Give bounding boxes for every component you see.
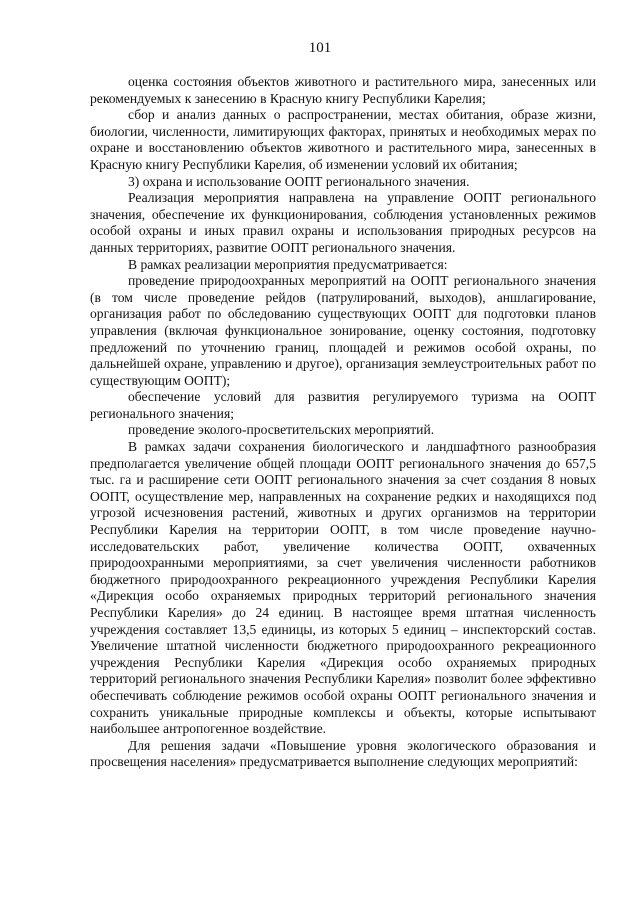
page-number: 101 <box>308 40 332 56</box>
paragraph: сбор и анализ данных о распространении, местах обитания, образе жизни, биологии, численности, лимитирующих факторах, принятых и необходимых мерах по охране и восстановлению объектов животного и растительного мира, занесенных в Красную книгу Республики Карелия, об изменении условий их обитания; <box>90 107 596 172</box>
paragraph: 3) охрана и использование ООПТ регионального значения. <box>128 173 470 189</box>
paragraph: В рамках задачи сохранения биологического и ландшафтного разнообразия предполагается увеличение общей площади ООПТ регионального значения до 657,5 тыс. га и расширение сети ООПТ регионального значения за счет создания 8 новых ООПТ, осуществление мер, направленных на сохранение редких и находящихся под угрозой исчезновения растений, животных и других организмов на территории Республики Карелия на территории ООПТ, в том числе проведение научно-исследовательских работ, увеличение количества ООПТ, охваченных природоохранными мероприятиями, за счет увеличения численности работников бюджетного природоохранного рекреационного учреждения Республики Карелия «Дирекция особо охраняемых природных территорий регионального значения Республики Карелия» до 24 единиц. В настоящее время штатная численность учреждения составляет 13,5 единицы, из которых 5 единиц – инспекторский состав. Увеличение штатной численности бюджетного природоохранного рекреационного учреждения Республики Карелия «Дирекция особо охраняемых природных территорий регионального значения Республики Карелия» позволит более эффективно обеспечивать соблюдение режимов особой охраны ООПТ регионального значения и сохранить уникальные природные комплексы и объекты, которые испытывают наибольшее антропогенное воздействие. <box>90 439 596 737</box>
paragraph: обеспечение условий для развития регулируемого туризма на ООПТ регионального значения; <box>90 389 596 421</box>
paragraph: Реализация мероприятия направлена на управление ООПТ регионального значения, обеспечение их функционирования, соблюдения установленных режимов особой охраны и иных правил охраны и использования природных ресурсов на данных территориях, развитие ООПТ регионального значения. <box>90 190 596 255</box>
paragraph: оценка состояния объектов животного и растительного мира, занесенных или рекомендуемых к занесению в Красную книгу Республики Карелия; <box>90 74 596 106</box>
document-body <box>90 74 596 771</box>
paragraph: В рамках реализации мероприятия предусматривается: <box>128 256 448 272</box>
paragraph: Для решения задачи «Повышение уровня экологического образования и просвещения населения» предусматривается выполнение следующих мероприятий: <box>90 737 596 770</box>
paragraph: проведение эколого-просветительских мероприятий. <box>128 422 435 438</box>
paragraph: проведение природоохранных мероприятий на ООПТ регионального значения (в том числе проведение рейдов (патрулирований, выходов), аншлагирование, организация работ по обследованию существующих ООПТ для подготовки планов управления (включая функциональное зонирование, оценку состояния, подготовку предложений по уточнению границ, площадей и режимов особой охраны, по дальнейшей охране, управлению и другое), организация землеустроительных работ по существующим ООПТ); <box>90 273 596 388</box>
